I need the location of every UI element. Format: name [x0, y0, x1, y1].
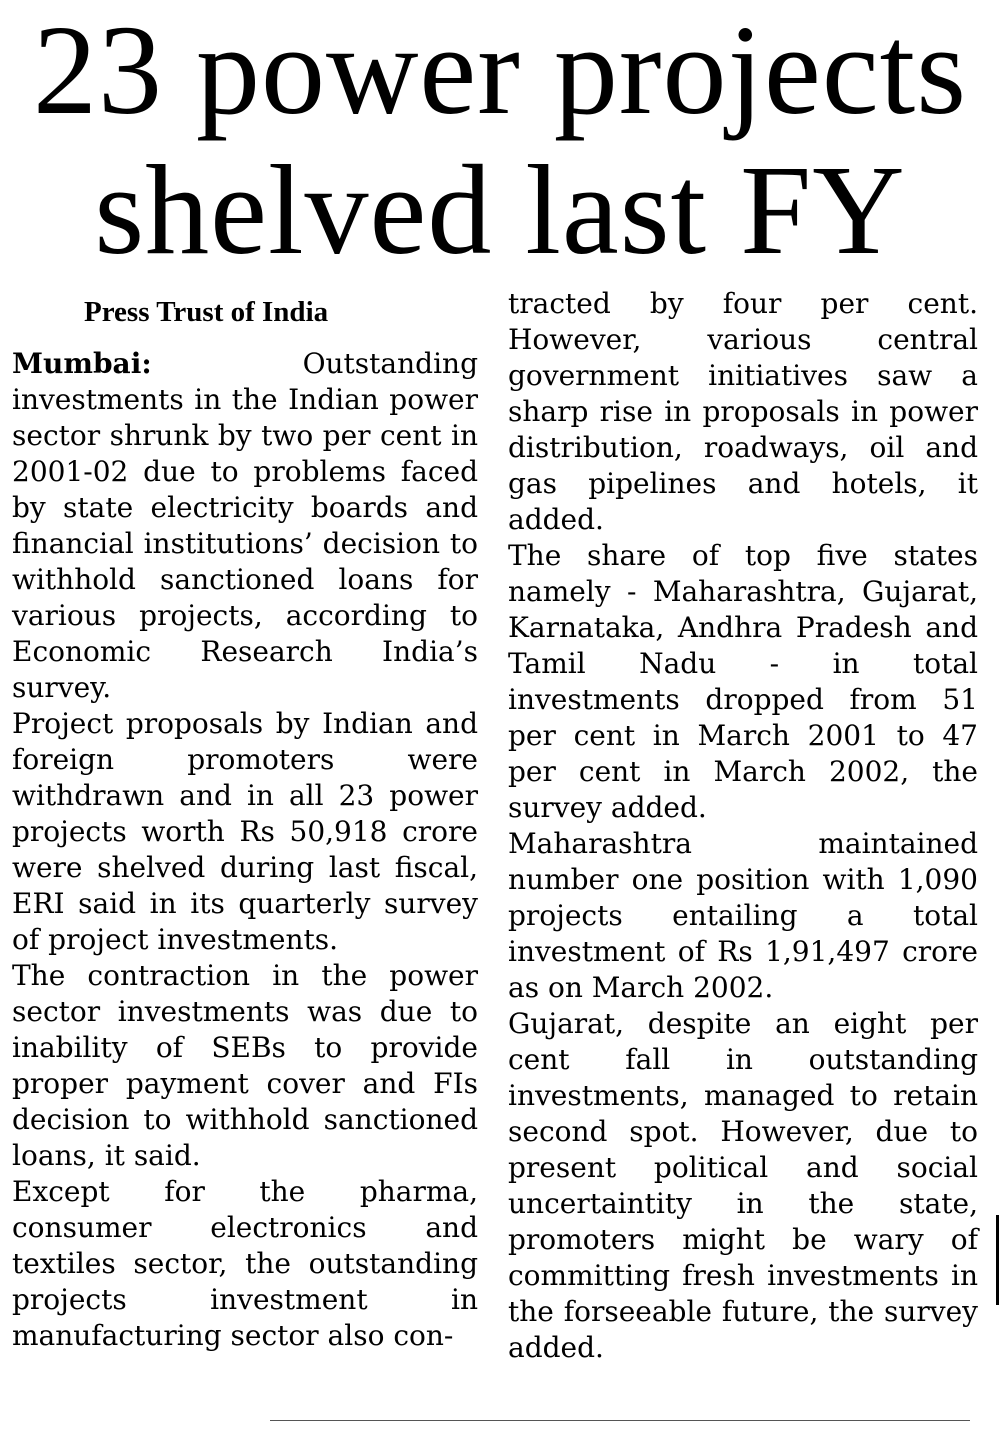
bottom-rule	[270, 1420, 970, 1421]
right-column	[508, 286, 978, 1411]
paragraph: The contraction in the power sector investments was due to inability of SEBs to provide proper payment cover and FIs decision to withhold sanctioned loans, it said.	[12, 959, 478, 1172]
paragraph: Maharashtra maintained number one position with 1,090 projects entailing a total investment of Rs 1,91,497 crore as on March 2002.	[508, 827, 978, 1004]
paragraph: tracted by four per cent. However, various central government initiatives saw a sharp rise in proposals in power distribution, roadways, oil and gas pipelines and hotels, it added.	[508, 287, 978, 536]
paragraph-text: Outstanding investments in the Indian power sector shrunk by two per cent in 2001-02 due to problems faced by state electricity boards and financial institutions’ decision to withhold sanctioned loans for various projects, according to Economic Research India’s survey.	[12, 347, 478, 704]
paragraph	[12, 346, 478, 706]
headline	[0, 0, 1000, 280]
dateline: Mumbai:	[12, 347, 253, 380]
paragraph: Gujarat, despite an eight per cent fall in outstanding investments, managed to retain second spot. However, due to present political and social uncertaintity in the state, promoters might be wary of committing fresh investments in the forseeable future, the survey added.	[508, 1007, 978, 1364]
byline: Press Trust of India	[84, 296, 329, 328]
paragraph: Project proposals by Indian and foreign promoters were withdrawn and in all 23 power projects worth Rs 50,918 crore were shelved during last fiscal, ERI said in its quarterly survey of project investments.	[12, 707, 478, 956]
article-body	[12, 286, 980, 1411]
left-column	[12, 286, 478, 1411]
column-edge-rule	[996, 1215, 999, 1305]
paragraph: The share of top five states namely - Maharashtra, Gujarat, Karnataka, Andhra Pradesh and Tamil Nadu - in total investments dropped from 51 per cent in March 2001 to 47 per cent in March 2002, the survey added.	[508, 539, 978, 824]
headline-line-1: 23 power projects	[32, 0, 968, 141]
paragraph: Except for the pharma, consumer electronics and textiles sector, the outstanding projects investment in manufacturing sector also con-	[12, 1175, 478, 1352]
headline-line-2: shelved last FY	[94, 139, 906, 281]
